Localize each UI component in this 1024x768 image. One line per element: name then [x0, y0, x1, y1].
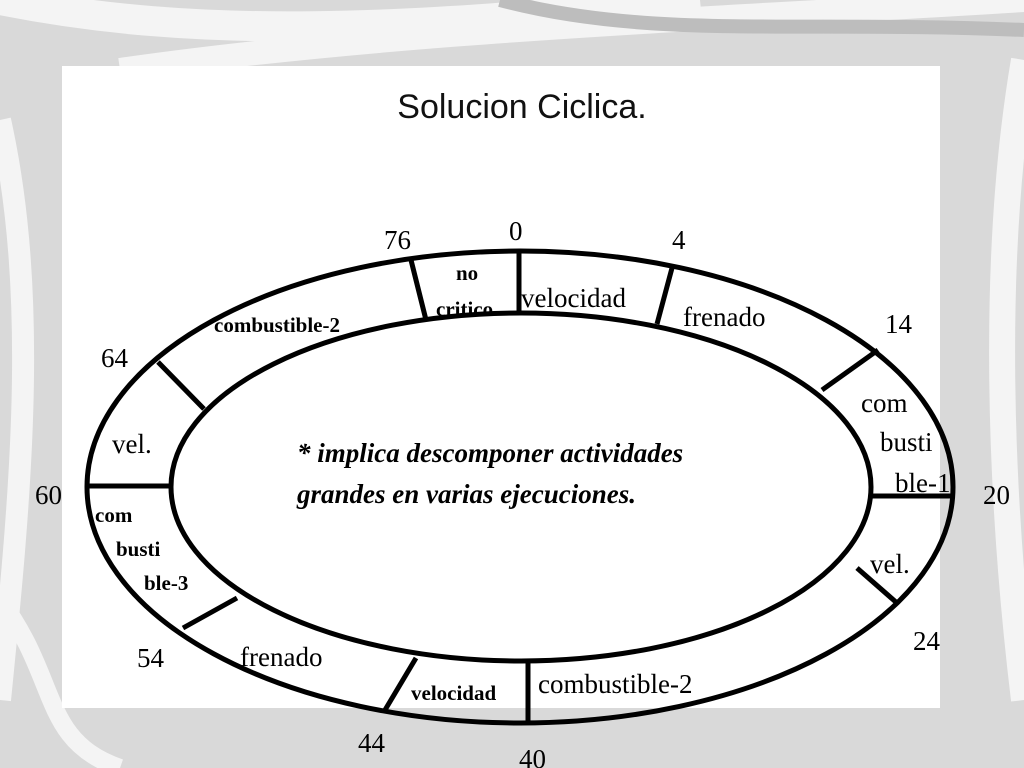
tick-0: 0 — [509, 216, 523, 246]
divider-76 — [411, 260, 426, 320]
tick-60: 60 — [35, 480, 62, 510]
segment-frenado-bottom: frenado — [240, 642, 323, 672]
segment-no-critico-line2: critico — [436, 297, 494, 321]
tick-4: 4 — [672, 225, 686, 255]
segment-combustible-3-line2: busti — [116, 537, 161, 561]
divider-14 — [822, 350, 878, 390]
slide-title: Solucion Ciclica. — [397, 88, 647, 126]
tick-24: 24 — [913, 626, 940, 656]
segment-combustible-1-line1: com — [861, 388, 908, 418]
divider-64 — [158, 362, 204, 409]
segment-velocidad-bottom: velocidad — [411, 681, 497, 705]
center-note-line1: * implica descomponer actividades — [297, 438, 684, 468]
tick-40: 40 — [519, 744, 546, 768]
tick-20: 20 — [983, 480, 1010, 510]
segment-no-critico-line1: no — [456, 261, 479, 285]
segment-vel-left: vel. — [112, 429, 152, 459]
tick-76: 76 — [384, 225, 411, 255]
tick-64: 64 — [101, 343, 128, 373]
segment-combustible-3-line1: com — [95, 503, 133, 527]
segment-vel-right: vel. — [870, 549, 910, 579]
segment-combustible-1-line3: ble-1 — [895, 468, 951, 498]
segment-velocidad-top: velocidad — [521, 283, 626, 313]
segment-combustible-2-top: combustible-2 — [214, 313, 340, 337]
tick-54: 54 — [137, 643, 164, 673]
segment-combustible-3-line3: ble-3 — [144, 571, 189, 595]
divider-54 — [183, 598, 237, 628]
divider-4 — [657, 268, 672, 324]
segment-frenado-top: frenado — [683, 302, 766, 332]
segment-combustible-1-line2: busti — [880, 427, 933, 457]
center-note-line2: grandes en varias ejecuciones. — [297, 479, 636, 509]
segment-combustible-2-bottom: combustible-2 — [538, 669, 693, 699]
tick-44: 44 — [358, 728, 385, 758]
tick-14: 14 — [885, 309, 912, 339]
